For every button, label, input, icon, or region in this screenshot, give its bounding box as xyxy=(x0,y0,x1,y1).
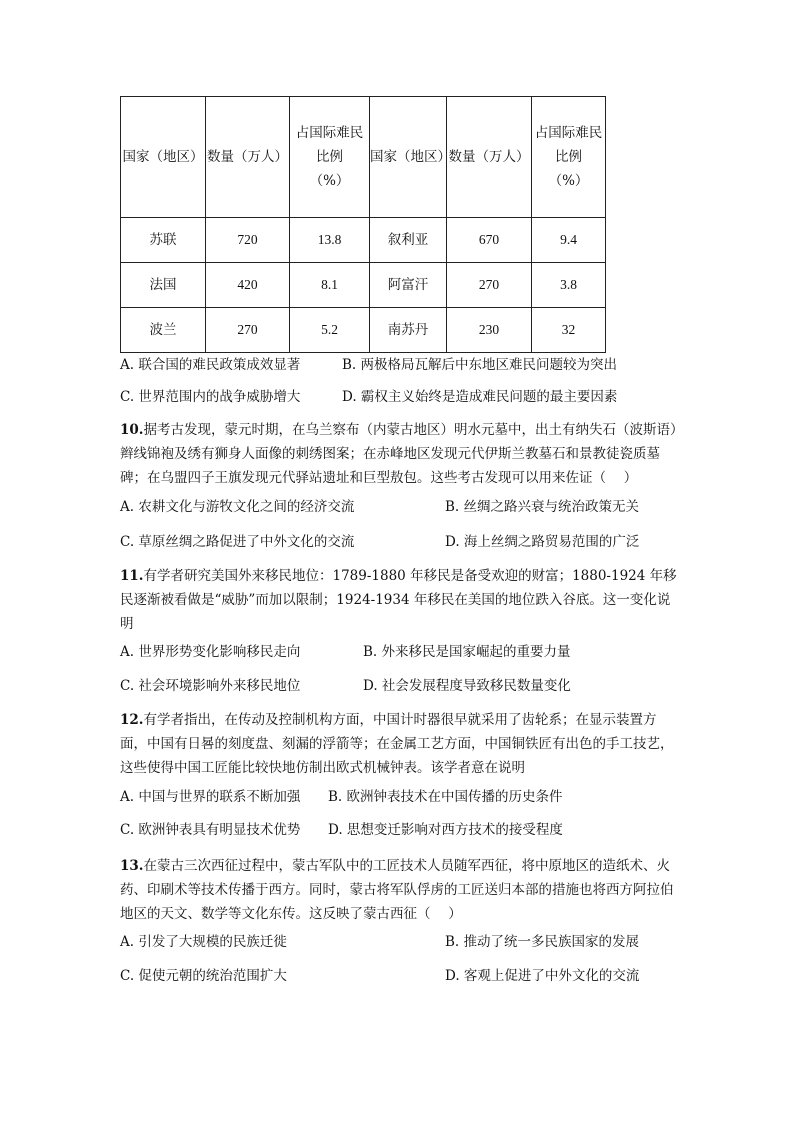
q11-stem xyxy=(120,564,680,636)
q9-option-d[interactable]: D. 霸权主义始终是造成难民问题的最主要因素 xyxy=(342,389,618,405)
table-cell: 3.8 xyxy=(532,263,606,308)
q10-options-row-1 xyxy=(120,497,640,517)
table-cell: 230 xyxy=(447,308,532,353)
q11-options-row-1 xyxy=(120,642,571,662)
q10-stem-text: 据考古发现，蒙元时期，在乌兰察布（内蒙古地区）明水元墓中，出土有纳失石（波斯语）辫线锦袍及绣有狮身人面像的刺绣图案；在赤峰地区发现元代伊斯兰教墓石和景教徒瓷质墓碑；在乌盟四子王旗发现元代驿站遗址和巨型敖包。这些考古发现可以用来佐证（ ） xyxy=(120,422,677,486)
table-cell: 5.2 xyxy=(290,308,370,353)
q9-option-b[interactable]: B. 两极格局瓦解后中东地区难民问题较为突出 xyxy=(342,357,618,373)
table-cell: 法国 xyxy=(121,263,206,308)
table-cell: 苏联 xyxy=(121,218,206,263)
table-header-row xyxy=(121,97,606,218)
table-row xyxy=(121,218,606,263)
q13-options-row-2 xyxy=(120,966,640,986)
q9-options-row-2 xyxy=(120,387,618,407)
table-row xyxy=(121,308,606,353)
q9-option-c[interactable]: C. 世界范围内的战争威胁增大 xyxy=(120,389,301,405)
q9-options-row-1 xyxy=(120,355,618,375)
q12-stem-text: 有学者指出，在传动及控制机构方面，中国计时器很早就采用了齿轮系；在显示装置方面，中国有日晷的刻度盘、刻漏的浮箭等；在金属工艺方面，中国铜铁匠有出色的手工技艺，这些使得中国工匠能比较快地仿制出欧式机械钟表。该学者意在说明 xyxy=(120,712,674,776)
q11-number: 11. xyxy=(120,568,144,584)
q10-stem xyxy=(120,418,680,490)
q13-stem-text: 在蒙古三次西征过程中，蒙古军队中的工匠技术人员随军西征，将中原地区的造纸术、火药、印刷术等技术传播于西方。同时，蒙古将军队俘虏的工匠送归本部的措施也将西方阿拉伯地区的天文、数学等文化东传。这反映了蒙古西征（ ） xyxy=(120,858,674,922)
table-cell: 670 xyxy=(447,218,532,263)
table-cell: 13.8 xyxy=(290,218,370,263)
q11-options-row-2 xyxy=(120,676,571,696)
header-ratio: 占国际难民 比例 （%） xyxy=(290,97,370,218)
q11-stem-text: 有学者研究美国外来移民地位：1789-1880 年移民是备受欢迎的财富；1880-1924 年移民逐渐被看做是“威胁”而加以限制；1924-1934 年移民在美国的地位跌入谷底。这一变化说明 xyxy=(120,568,677,632)
q13-option-a[interactable]: A. 引发了大规模的民族迁徙 xyxy=(120,934,287,950)
table-cell: 270 xyxy=(206,308,290,353)
table-cell: 南苏丹 xyxy=(370,308,447,353)
table-cell: 波兰 xyxy=(121,308,206,353)
header-count: 数量（万人） xyxy=(206,97,290,218)
q12-stem xyxy=(120,708,680,780)
q11-option-d[interactable]: D. 社会发展程度导致移民数量变化 xyxy=(363,678,571,694)
q11-option-b[interactable]: B. 外来移民是国家崛起的重要力量 xyxy=(363,644,571,660)
table-cell: 720 xyxy=(206,218,290,263)
q9-option-a[interactable]: A. 联合国的难民政策成效显著 xyxy=(120,357,301,373)
header-count-2: 数量（万人） xyxy=(447,97,532,218)
q13-option-c[interactable]: C. 促使元朝的统治范围扩大 xyxy=(120,968,287,984)
table-cell: 9.4 xyxy=(532,218,606,263)
q10-options-row-2 xyxy=(120,532,640,552)
table-cell: 8.1 xyxy=(290,263,370,308)
q12-options-row-1 xyxy=(120,787,563,807)
q10-option-a[interactable]: A. 农耕文化与游牧文化之间的经济交流 xyxy=(120,499,355,515)
q12-number: 12. xyxy=(120,712,144,728)
q10-option-d[interactable]: D. 海上丝绸之路贸易范围的广泛 xyxy=(445,534,640,550)
table-cell: 420 xyxy=(206,263,290,308)
q11-option-a[interactable]: A. 世界形势变化影响移民走向 xyxy=(120,644,301,660)
q13-number: 13. xyxy=(120,858,144,874)
table-row xyxy=(121,263,606,308)
q12-option-b[interactable]: B. 欧洲钟表技术在中国传播的历史条件 xyxy=(328,789,563,805)
q13-option-d[interactable]: D. 客观上促进了中外文化的交流 xyxy=(445,968,640,984)
header-region: 国家（地区） xyxy=(121,97,206,218)
q13-option-b[interactable]: B. 推动了统一多民族国家的发展 xyxy=(445,934,640,950)
q11-option-c[interactable]: C. 社会环境影响外来移民地位 xyxy=(120,678,301,694)
q13-options-row-1 xyxy=(120,932,640,952)
table-cell: 叙利亚 xyxy=(370,218,447,263)
q10-number: 10. xyxy=(120,422,144,438)
q10-option-c[interactable]: C. 草原丝绸之路促进了中外文化的交流 xyxy=(120,534,355,550)
table-cell: 270 xyxy=(447,263,532,308)
q12-option-c[interactable]: C. 欧洲钟表具有明显技术优势 xyxy=(120,822,301,838)
refugee-table xyxy=(120,96,606,353)
q12-options-row-2 xyxy=(120,820,563,840)
q12-option-d[interactable]: D. 思想变迁影响对西方技术的接受程度 xyxy=(328,822,563,838)
header-ratio-2: 占国际难民 比例 （%） xyxy=(532,97,606,218)
header-region-2: 国家（地区） xyxy=(370,97,447,218)
q12-option-a[interactable]: A. 中国与世界的联系不断加强 xyxy=(120,789,301,805)
q10-option-b[interactable]: B. 丝绸之路兴衰与统治政策无关 xyxy=(445,499,640,515)
table-cell: 32 xyxy=(532,308,606,353)
table-cell: 阿富汗 xyxy=(370,263,447,308)
q13-stem xyxy=(120,854,680,926)
